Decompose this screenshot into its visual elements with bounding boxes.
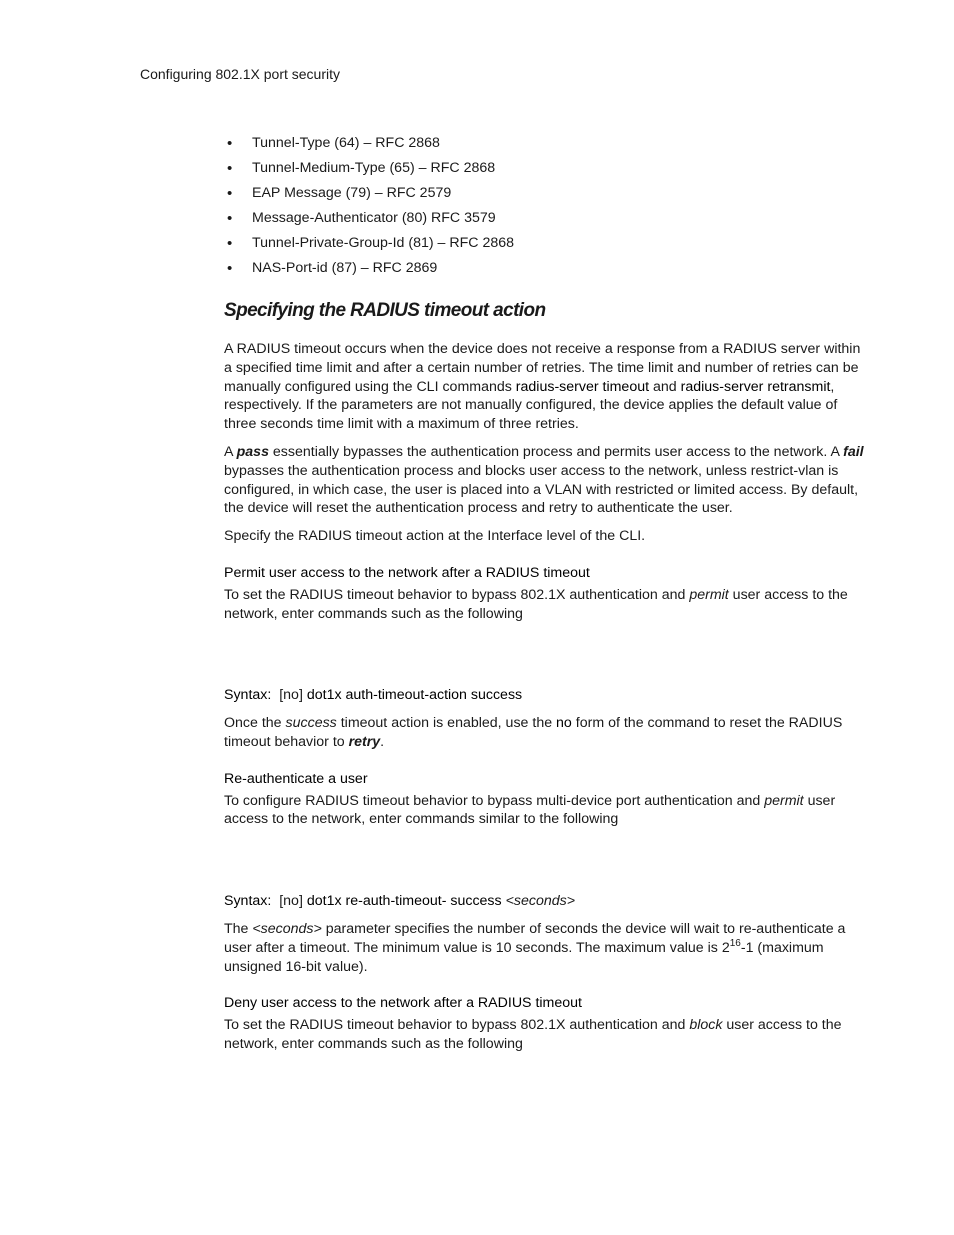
syntax-command: dot1x re-auth-timeout- success: [306, 893, 502, 910]
syntax-label: Syntax:: [224, 893, 272, 910]
list-item: • EAP Message (79) – RFC 2579: [224, 184, 514, 209]
reauth-description: The <seconds> parameter specifies the number of seconds the device will wait to re-authenticate a user after a timeout. The minimum value is 10 seconds. The maximum value is $2^{16}-1$ (maximum unsigned 16-bit value).: [224, 920, 846, 975]
code-example-spacer: [224, 632, 870, 686]
list-item: • NAS-Port-id (87) – RFC 2869: [224, 259, 514, 284]
term-fail: fail: [843, 443, 864, 460]
permit-paragraph: To set the RADIUS timeout behavior to bypass 802.1X authentication and permit user access to the network, enter commands such as the following: [224, 586, 848, 622]
term-pass: pass: [236, 443, 269, 460]
term-retry: retry: [348, 733, 381, 750]
intro-paragraph: A RADIUS timeout occurs when the device does not receive a response from a RADIUS server within a specified time limit and after a certain number of retries. The time limit and number of retries can be manually configured using the CLI commands radius-server timeout and radius-server retransmit, respectively. If the parameters are not manually configured, the device applies the default value of three seconds time limit with a maximum of three retries.: [224, 341, 861, 433]
list-item: • Tunnel-Medium-Type (65) – RFC 2868: [224, 159, 514, 184]
specify-paragraph: Specify the RADIUS timeout action at the Interface level of the CLI.: [224, 528, 646, 545]
attribute-list: [224, 134, 514, 284]
permit-heading: Permit user access to the network after a RADIUS timeout: [224, 564, 590, 581]
reauth-syntax: Syntax: [no] dot1x re-auth-timeout- success <seconds>: [224, 893, 575, 910]
deny-heading: Deny user access to the network after a RADIUS timeout: [224, 995, 582, 1012]
list-item: • Tunnel-Private-Group-Id (81) – RFC 2868: [224, 234, 514, 259]
cli-command: radius-server retransmit: [680, 378, 831, 395]
permit-note: Once the success timeout action is enabled, use the no form of the command to reset the RADIUS timeout behavior to retry.: [224, 715, 843, 750]
syntax-parameter: <seconds>: [505, 893, 575, 910]
main-content: [224, 298, 870, 1063]
list-item: • Tunnel-Type (64) – RFC 2868: [224, 134, 514, 159]
syntax-command: dot1x auth-timeout-action success: [306, 687, 523, 704]
code-example-spacer: [224, 838, 870, 892]
section-title: Specifying the RADIUS timeout action: [224, 300, 546, 321]
pass-fail-paragraph: A pass essentially bypasses the authentication process and permits user access to the network. A fail bypasses the authentication process and blocks user access to the network, unless restrict-vlan is configured, in which case, the user is placed into a VLAN with restricted or limited access. By default, the device will reset the authentication process and retry to authenticate the user.: [224, 443, 864, 517]
running-header: Configuring 802.1X port security: [140, 66, 340, 82]
term-permit: permit: [764, 792, 804, 809]
term-block: block: [689, 1017, 723, 1034]
list-item: • Message-Authenticator (80) RFC 3579: [224, 209, 514, 234]
permit-syntax: Syntax: [no] dot1x auth-timeout-action success: [224, 687, 523, 704]
deny-paragraph: To set the RADIUS timeout behavior to bypass 802.1X authentication and block user access to the network, enter commands such as the following: [224, 1017, 842, 1052]
reauth-paragraph: To configure RADIUS timeout behavior to bypass multi-device port authentication and permit user access to the network, enter commands similar to the following: [224, 792, 836, 828]
keyword-no: no: [556, 715, 572, 732]
exponent: 16: [729, 937, 741, 949]
reauth-heading: Re-authenticate a user: [224, 770, 368, 787]
term-permit: permit: [689, 586, 729, 603]
syntax-label: Syntax:: [224, 687, 272, 704]
cli-command: radius-server timeout: [515, 378, 650, 395]
